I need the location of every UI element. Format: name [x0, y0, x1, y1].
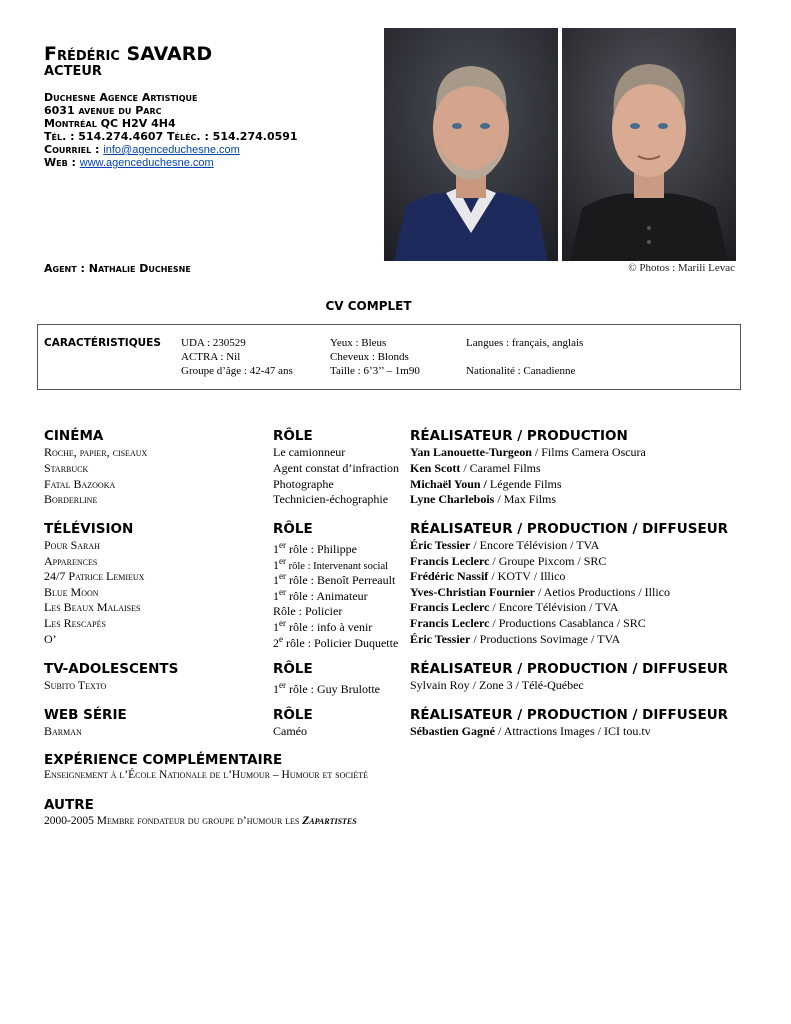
- teen-role: 1er rôle : Guy Brulotte: [273, 680, 380, 696]
- cv-title: CV COMPLET: [325, 299, 412, 313]
- other-text: 2000-2005 Membre fondateur du groupe d’humour les Zapartistes: [44, 815, 357, 827]
- website-link[interactable]: www.agenceduchesne.com: [79, 157, 214, 169]
- agent-name: Agent : Nathalie Duchesne: [44, 262, 191, 275]
- email-label: Courriel :: [44, 143, 104, 156]
- headshot-photo-1: [384, 28, 558, 261]
- television-role-heading: RÔLE: [273, 521, 313, 537]
- tv-director: Francis Leclerc / Groupe Pixcom / SRC: [410, 554, 607, 568]
- tv-title: Les Beaux Malaises: [44, 600, 141, 614]
- cinema-role-heading: RÔLE: [273, 428, 313, 444]
- cinema-role: Le camionneur: [273, 445, 346, 459]
- cinema-role: Technicien-échographie: [273, 492, 389, 506]
- tv-role: Rôle : Policier: [273, 604, 343, 618]
- agency-city: Montréal QC H2V 4H4: [44, 117, 176, 130]
- web-role-heading: RÔLE: [273, 707, 313, 723]
- teen-role-heading: RÔLE: [273, 661, 313, 677]
- char-nationality: Nationalité : Canadienne: [466, 365, 576, 377]
- other-heading: AUTRE: [44, 797, 94, 813]
- tv-director: Yves-Christian Fournier / Aetios Productions / Illico: [410, 585, 670, 599]
- web-heading: WEB SÉRIE: [44, 707, 127, 723]
- char-height: Taille : 6’3’’ – 1m90: [330, 365, 420, 377]
- cinema-director: Michaël Youn / Légende Films: [410, 477, 562, 491]
- char-actra: ACTRA : Nil: [181, 351, 241, 363]
- photo-credit: © Photos : Marili Levac: [628, 262, 735, 274]
- cinema-role: Agent constat d’infraction: [273, 461, 399, 475]
- cinema-title: Borderline: [44, 492, 98, 506]
- char-uda: UDA : 230529: [181, 337, 246, 349]
- actor-name: Frédéric SAVARD: [44, 43, 213, 65]
- tv-director: Éric Tessier / Encore Télévision / TVA: [410, 538, 600, 552]
- tv-role: 2e rôle : Policier Duquette: [273, 634, 399, 650]
- cinema-role: Photographe: [273, 477, 334, 491]
- television-heading: TÉLÉVISION: [44, 521, 134, 537]
- cinema-heading: CINÉMA: [44, 428, 104, 444]
- tv-role: 1er rôle : Intervenant social: [273, 556, 389, 572]
- agency-address: 6031 avenue du Parc: [44, 104, 162, 117]
- agency-phone: Tél. : 514.274.4607 Téléc. : 514.274.0591: [44, 130, 298, 143]
- television-director-heading: RÉALISATEUR / PRODUCTION / DIFFUSEUR: [410, 521, 729, 537]
- headshot-photo-2: [562, 28, 736, 261]
- tv-role: 1er rôle : Philippe: [273, 540, 357, 556]
- tv-title: O’: [44, 632, 57, 646]
- tv-title: Blue Moon: [44, 585, 99, 599]
- actor-profession: ACTEUR: [44, 64, 102, 79]
- agency-web-line: [44, 156, 214, 170]
- teen-heading: TV-ADOLESCENTS: [44, 661, 179, 677]
- cinema-title: Roche, papier, ciseaux: [44, 445, 148, 459]
- cinema-director: Lyne Charlebois / Max Films: [410, 492, 557, 506]
- agency-name: Duchesne Agence Artistique: [44, 91, 198, 104]
- cinema-title: Starbuck: [44, 461, 89, 475]
- web-label: Web :: [44, 156, 80, 169]
- tv-title: Apparences: [44, 554, 98, 568]
- teen-title: Subito Texto: [44, 678, 107, 692]
- experience-text: Enseignement à l’École Nationale de l’Humour – Humour et société: [44, 769, 369, 781]
- cinema-director: Yan Lanouette-Turgeon / Films Camera Oscura: [410, 445, 646, 459]
- cinema-director-heading: RÉALISATEUR / PRODUCTION: [410, 428, 628, 444]
- tv-title: 24/7 Patrice Lemieux: [44, 569, 145, 583]
- tv-role: 1er rôle : Animateur: [273, 587, 368, 603]
- teen-director: Sylvain Roy / Zone 3 / Télé-Québec: [410, 678, 584, 692]
- experience-heading: EXPÉRIENCE COMPLÉMENTAIRE: [44, 752, 283, 768]
- characteristics-heading: CARACTÉRISTIQUES: [44, 337, 161, 349]
- tv-title: Les Rescapés: [44, 616, 106, 630]
- web-role: Caméo: [273, 724, 307, 738]
- cinema-title: Fatal Bazooka: [44, 477, 116, 491]
- char-eyes: Yeux : Bleus: [330, 337, 387, 349]
- web-director-heading: RÉALISATEUR / PRODUCTION / DIFFUSEUR: [410, 707, 729, 723]
- web-director: Sébastien Gagné / Attractions Images / ICI tou.tv: [410, 724, 651, 738]
- cinema-director: Ken Scott / Caramel Films: [410, 461, 541, 475]
- agency-email-line: [44, 143, 240, 157]
- tv-role: 1er rôle : Benoît Perreault: [273, 571, 396, 587]
- teen-director-heading: RÉALISATEUR / PRODUCTION / DIFFUSEUR: [410, 661, 729, 677]
- email-link[interactable]: info@agenceduchesne.com: [103, 144, 240, 156]
- web-title: Barman: [44, 724, 82, 738]
- char-languages: Langues : français, anglais: [466, 337, 584, 349]
- tv-title: Pour Sarah: [44, 538, 100, 552]
- tv-director: Francis Leclerc / Encore Télévision / TVA: [410, 600, 619, 614]
- tv-director: Francis Leclerc / Productions Casablanca / SRC: [410, 616, 646, 630]
- char-hair: Cheveux : Blonds: [330, 351, 409, 363]
- tv-director: Frédéric Nassif / KOTV / Illico: [410, 569, 566, 583]
- char-age-group: Groupe d’âge : 42-47 ans: [181, 365, 293, 377]
- tv-director: Éric Tessier / Productions Sovimage / TVA: [410, 632, 621, 646]
- tv-role: 1er rôle : info à venir: [273, 618, 373, 634]
